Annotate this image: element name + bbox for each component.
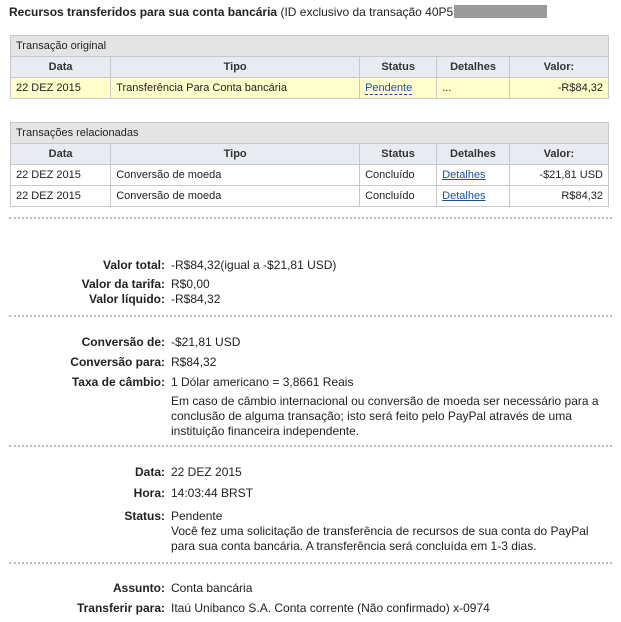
cell-value: -$21,81 USD xyxy=(509,165,608,186)
section-divider xyxy=(9,562,612,564)
conversion-from-label: Conversão de: xyxy=(81,335,165,349)
transaction-id-label: (ID exclusivo da transação 40P5 xyxy=(280,5,454,19)
cell-type: Conversão de moeda xyxy=(111,165,360,186)
status-value: Pendente xyxy=(171,509,223,523)
col-header-date: Data xyxy=(11,57,111,78)
original-transaction-table xyxy=(10,35,609,99)
total-amount-value: -R$84,32(igual a -$21,81 USD) xyxy=(171,258,337,272)
exchange-rate-value: 1 Dólar americano = 3,8661 Reais xyxy=(171,375,354,389)
section-divider xyxy=(9,315,612,317)
redacted-id-block xyxy=(454,5,547,18)
col-header-status: Status xyxy=(360,57,437,78)
col-header-status: Status xyxy=(360,144,437,165)
exchange-rate-label: Taxa de câmbio: xyxy=(71,375,165,389)
table-row xyxy=(11,165,609,186)
cell-date: 22 DEZ 2015 xyxy=(11,165,111,186)
cell-type: Conversão de moeda xyxy=(111,186,360,207)
status-label: Status: xyxy=(124,509,165,523)
subject-label: Assunto: xyxy=(113,581,165,595)
conversion-to-value: R$84,32 xyxy=(171,355,217,369)
pending-status-link[interactable]: Pendente xyxy=(365,82,413,94)
col-header-type: Tipo xyxy=(111,144,360,165)
fee-amount-label: Valor da tarifa: xyxy=(81,277,165,291)
page-title: Recursos transferidos para sua conta bancária xyxy=(9,5,278,19)
col-header-value: Valor: xyxy=(509,57,608,78)
conversion-from-value: -$21,81 USD xyxy=(171,335,241,349)
subject-value: Conta bancária xyxy=(171,581,253,595)
cell-value: R$84,32 xyxy=(509,186,608,207)
total-amount-label: Valor total: xyxy=(102,258,165,272)
section-divider xyxy=(9,445,612,447)
col-header-details: Detalhes xyxy=(437,57,510,78)
time-value: 14:03:44 BRST xyxy=(171,486,254,500)
table-row xyxy=(11,78,609,99)
cell-details xyxy=(437,186,510,207)
transfer-to-value: Itaú Unibanco S.A. Conta corrente (Não confirmado) x-0974 xyxy=(171,601,490,615)
cell-date: 22 DEZ 2015 xyxy=(11,186,111,207)
related-transactions-caption: Transações relacionadas xyxy=(11,123,609,144)
col-header-details: Detalhes xyxy=(437,144,510,165)
table-row xyxy=(11,186,609,207)
date-label: Data: xyxy=(134,465,165,479)
conversion-to-label: Conversão para: xyxy=(70,355,165,369)
status-note: Você fez uma solicitação de transferência de recursos de sua conta do PayPal para sua conta bancária. A transferência será concluída em 1-3 dias. xyxy=(171,524,589,553)
time-label: Hora: xyxy=(133,486,165,500)
cell-value: -R$84,32 xyxy=(509,78,608,99)
cell-details xyxy=(437,165,510,186)
cell-status xyxy=(360,78,437,99)
cell-status: Concluído xyxy=(360,165,437,186)
net-amount-value: -R$84,32 xyxy=(171,292,221,306)
date-value: 22 DEZ 2015 xyxy=(171,465,242,479)
original-transaction-caption: Transação original xyxy=(11,36,609,57)
transfer-to-label: Transferir para: xyxy=(76,601,165,615)
cell-status: Concluído xyxy=(360,186,437,207)
page-header xyxy=(9,5,547,19)
cell-type: Transferência Para Conta bancária xyxy=(111,78,360,99)
cell-details: ... xyxy=(437,78,510,99)
details-link[interactable]: Detalhes xyxy=(442,169,486,181)
cell-date: 22 DEZ 2015 xyxy=(11,78,111,99)
section-divider xyxy=(9,217,612,219)
col-header-value: Valor: xyxy=(509,144,608,165)
net-amount-label: Valor líquido: xyxy=(88,292,165,306)
details-link[interactable]: Detalhes xyxy=(442,190,486,202)
col-header-date: Data xyxy=(11,144,111,165)
related-transactions-table xyxy=(10,122,609,207)
fee-amount-value: R$0,00 xyxy=(171,277,210,291)
col-header-type: Tipo xyxy=(111,57,360,78)
exchange-rate-note: Em caso de câmbio internacional ou conversão de moeda ser necessário para a conclusão de alguma transação; isto será feito pelo PayPal através de uma instituição financeira independente. xyxy=(171,394,599,438)
